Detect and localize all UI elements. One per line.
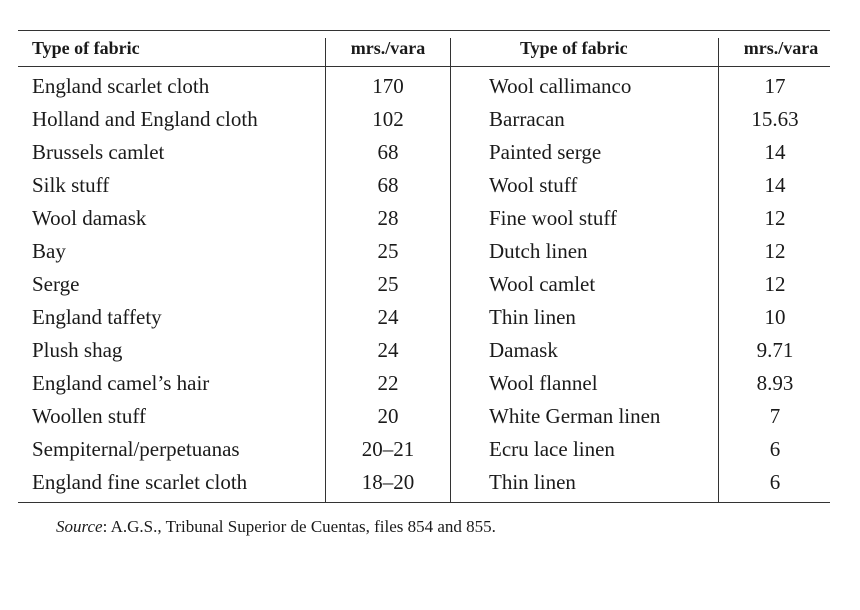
fabric-name-cell: Brussels camlet [32,140,165,164]
price-cell: 25 [377,272,399,296]
price-cell: 8.93 [756,371,794,395]
table-row [0,136,860,169]
fabric-name-cell: Wool stuff [489,173,578,197]
table-body [0,70,860,499]
fabric-name-cell: Wool callimanco [489,74,632,98]
price-cell: 170 [372,74,404,98]
fabric-name-cell: Damask [489,338,558,362]
fabric-name-cell: Sempiternal/perpetuanas [32,437,240,461]
fabric-name-cell: Wool flannel [489,371,598,395]
price-cell: 6 [769,470,781,494]
fabric-name-cell: Holland and England cloth [32,107,258,131]
fabric-name-cell: Thin linen [489,470,576,494]
fabric-name-cell: Wool camlet [489,272,596,296]
table-row [0,466,860,499]
fabric-name-cell: Thin linen [489,305,576,329]
price-cell: 24 [377,338,399,362]
source-label: Source [56,517,103,536]
source-note [56,516,496,538]
price-cell: 9.71 [756,338,794,362]
table-row [0,235,860,268]
table-row [0,103,860,136]
price-cell: 7 [769,404,781,428]
fabric-name-cell: Painted serge [489,140,602,164]
price-cell: 15.63 [751,107,799,131]
fabric-name-cell: Wool damask [32,206,147,230]
table-row [0,268,860,301]
table-row [0,367,860,400]
fabric-name-cell: White German linen [489,404,661,428]
table-row [0,433,860,466]
header-type-of-fabric-right: Type of fabric [520,38,628,58]
header-mrs-vara-left: mrs./vara [350,38,426,58]
price-cell: 68 [377,173,399,197]
price-cell: 68 [377,140,399,164]
price-cell: 20–21 [361,437,415,461]
price-cell: 18–20 [361,470,415,494]
price-cell: 12 [764,239,786,263]
fabric-name-cell: Dutch linen [489,239,588,263]
price-cell: 20 [377,404,399,428]
table-row [0,334,860,367]
fabric-name-cell: Silk stuff [32,173,110,197]
fabric-name-cell: Fine wool stuff [489,206,617,230]
table-top-rule [18,30,830,31]
fabric-name-cell: Barracan [489,107,565,131]
price-cell: 12 [764,272,786,296]
fabric-name-cell: England scarlet cloth [32,74,210,98]
price-cell: 14 [764,140,786,164]
price-cell: 24 [377,305,399,329]
price-cell: 102 [372,107,404,131]
fabric-name-cell: Bay [32,239,66,263]
table-row [0,400,860,433]
table-row [0,301,860,334]
header-type-of-fabric-left: Type of fabric [32,38,140,58]
header-mrs-vara-right: mrs./vara [743,38,819,58]
price-cell: 25 [377,239,399,263]
fabric-name-cell: England fine scarlet cloth [32,470,248,494]
price-cell: 12 [764,206,786,230]
source-text: : A.G.S., Tribunal Superior de Cuentas, files 854 and 855. [102,517,496,536]
fabric-name-cell: England taffety [32,305,162,329]
fabric-name-cell: Woollen stuff [32,404,146,428]
table-row [0,70,860,103]
fabric-name-cell: Ecru lace linen [489,437,615,461]
price-cell: 22 [377,371,399,395]
price-cell: 6 [769,437,781,461]
table-row [0,202,860,235]
price-cell: 10 [764,305,786,329]
price-cell: 14 [764,173,786,197]
table-header-rule [18,66,830,67]
table-row [0,169,860,202]
fabric-name-cell: Plush shag [32,338,123,362]
price-cell: 28 [377,206,399,230]
table-bottom-rule [18,502,830,503]
price-cell: 17 [764,74,786,98]
fabric-name-cell: England camel’s hair [32,371,210,395]
fabric-name-cell: Serge [32,272,80,296]
